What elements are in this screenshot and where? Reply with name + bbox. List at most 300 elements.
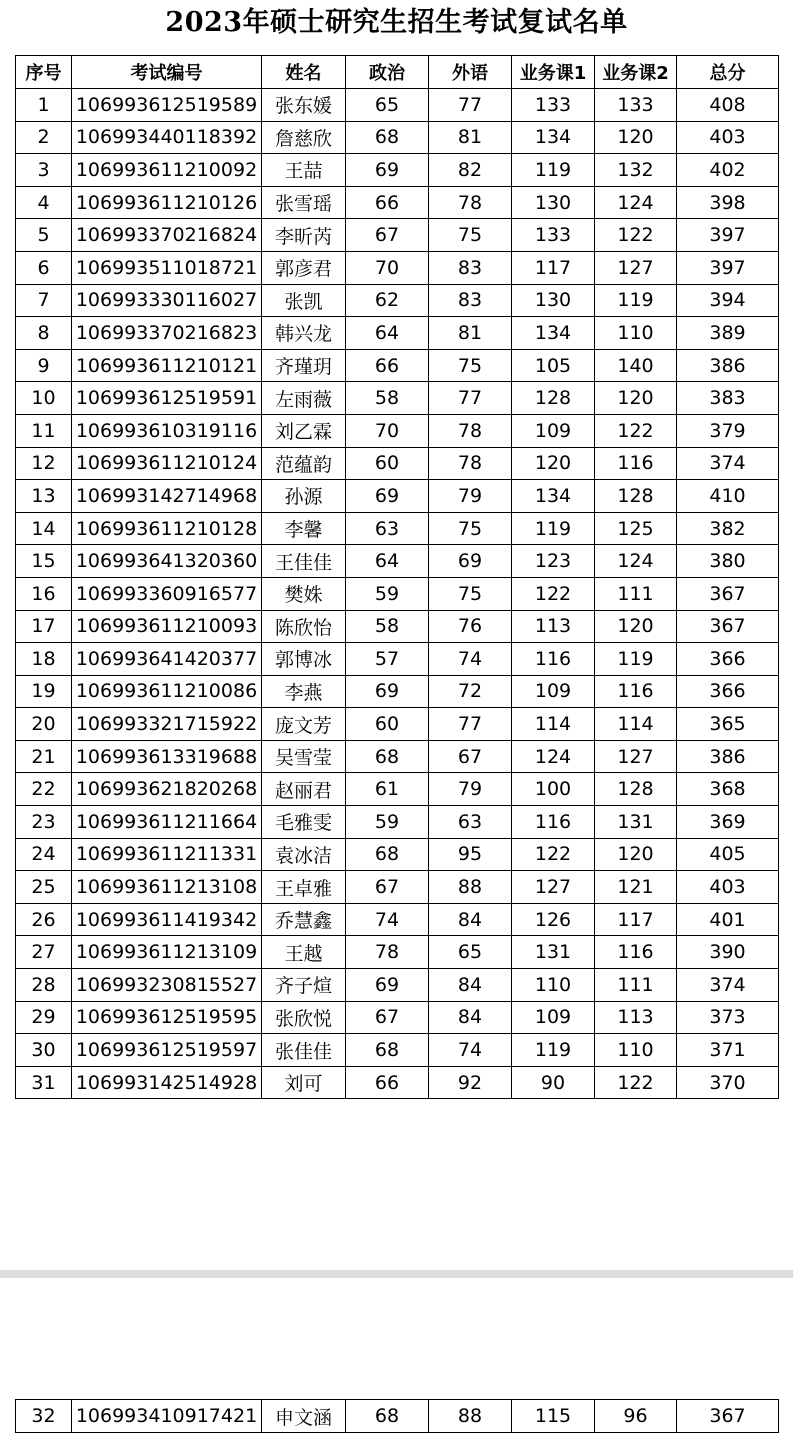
cell-foreign-language: 82 xyxy=(429,154,512,187)
cell-name: 毛雅雯 xyxy=(262,806,346,839)
cell-exam-number: 106993611213108 xyxy=(72,871,262,904)
cell-index: 19 xyxy=(16,675,72,708)
cell-index: 14 xyxy=(16,512,72,545)
cell-politics: 67 xyxy=(346,219,429,252)
cell-subject-1: 122 xyxy=(512,577,595,610)
cell-subject-2: 119 xyxy=(595,284,677,317)
cell-exam-number: 106993611210086 xyxy=(72,675,262,708)
cell-politics: 61 xyxy=(346,773,429,806)
cell-name: 左雨薇 xyxy=(262,382,346,415)
table-row xyxy=(16,806,779,839)
cell-exam-number: 106993612519591 xyxy=(72,382,262,415)
cell-politics: 66 xyxy=(346,186,429,219)
cell-foreign-language: 81 xyxy=(429,121,512,154)
cell-foreign-language: 79 xyxy=(429,480,512,513)
cell-total: 408 xyxy=(677,89,779,122)
cell-name: 张凯 xyxy=(262,284,346,317)
cell-name: 范蕴韵 xyxy=(262,447,346,480)
admission-list-table xyxy=(15,55,779,1099)
cell-total: 382 xyxy=(677,512,779,545)
cell-foreign-language: 81 xyxy=(429,317,512,350)
cell-index: 4 xyxy=(16,186,72,219)
cell-subject-1: 123 xyxy=(512,545,595,578)
cell-subject-2: 124 xyxy=(595,186,677,219)
table-row xyxy=(16,838,779,871)
table-row xyxy=(16,186,779,219)
cell-total: 373 xyxy=(677,1001,779,1034)
cell-subject-1: 120 xyxy=(512,447,595,480)
table-row xyxy=(16,1034,779,1067)
cell-exam-number: 106993410917421 xyxy=(72,1400,262,1433)
cell-exam-number: 106993641320360 xyxy=(72,545,262,578)
cell-subject-2: 117 xyxy=(595,903,677,936)
cell-exam-number: 106993611210093 xyxy=(72,610,262,643)
cell-subject-2: 125 xyxy=(595,512,677,545)
cell-foreign-language: 95 xyxy=(429,838,512,871)
cell-subject-1: 122 xyxy=(512,838,595,871)
cell-index: 15 xyxy=(16,545,72,578)
cell-subject-2: 140 xyxy=(595,349,677,382)
cell-subject-1: 117 xyxy=(512,251,595,284)
cell-index: 13 xyxy=(16,480,72,513)
cell-subject-1: 109 xyxy=(512,414,595,447)
cell-subject-2: 124 xyxy=(595,545,677,578)
cell-total: 402 xyxy=(677,154,779,187)
cell-foreign-language: 75 xyxy=(429,512,512,545)
cell-name: 赵丽君 xyxy=(262,773,346,806)
cell-exam-number: 106993611419342 xyxy=(72,903,262,936)
cell-exam-number: 106993611210092 xyxy=(72,154,262,187)
cell-foreign-language: 84 xyxy=(429,969,512,1002)
admission-list-continued-table xyxy=(15,1399,779,1433)
table-row xyxy=(16,708,779,741)
cell-index: 11 xyxy=(16,414,72,447)
cell-name: 刘可 xyxy=(262,1066,346,1099)
table-row xyxy=(16,1001,779,1034)
cell-foreign-language: 84 xyxy=(429,903,512,936)
cell-name: 李馨 xyxy=(262,512,346,545)
table-row xyxy=(16,414,779,447)
table-row xyxy=(16,382,779,415)
cell-total: 397 xyxy=(677,219,779,252)
cell-subject-1: 109 xyxy=(512,1001,595,1034)
cell-name: 郭博冰 xyxy=(262,643,346,676)
cell-total: 410 xyxy=(677,480,779,513)
cell-foreign-language: 77 xyxy=(429,89,512,122)
cell-subject-1: 114 xyxy=(512,708,595,741)
cell-total: 374 xyxy=(677,447,779,480)
cell-foreign-language: 75 xyxy=(429,349,512,382)
cell-name: 孙源 xyxy=(262,480,346,513)
cell-foreign-language: 67 xyxy=(429,740,512,773)
cell-foreign-language: 84 xyxy=(429,1001,512,1034)
cell-subject-2: 122 xyxy=(595,219,677,252)
table-row xyxy=(16,317,779,350)
header-subject-2: 业务课2 xyxy=(595,56,677,89)
cell-politics: 67 xyxy=(346,1001,429,1034)
cell-index: 9 xyxy=(16,349,72,382)
cell-index: 29 xyxy=(16,1001,72,1034)
cell-exam-number: 106993370216824 xyxy=(72,219,262,252)
cell-subject-1: 126 xyxy=(512,903,595,936)
cell-subject-1: 133 xyxy=(512,89,595,122)
header-subject-1: 业务课1 xyxy=(512,56,595,89)
table-row xyxy=(16,675,779,708)
cell-subject-1: 113 xyxy=(512,610,595,643)
cell-exam-number: 106993621820268 xyxy=(72,773,262,806)
cell-total: 370 xyxy=(677,1066,779,1099)
cell-name: 齐瑾玥 xyxy=(262,349,346,382)
cell-total: 401 xyxy=(677,903,779,936)
cell-politics: 69 xyxy=(346,969,429,1002)
cell-total: 394 xyxy=(677,284,779,317)
table-row xyxy=(16,447,779,480)
table-body-continued xyxy=(16,1400,779,1433)
cell-subject-2: 128 xyxy=(595,773,677,806)
cell-exam-number: 106993613319688 xyxy=(72,740,262,773)
cell-exam-number: 106993611211664 xyxy=(72,806,262,839)
cell-subject-1: 90 xyxy=(512,1066,595,1099)
cell-subject-1: 119 xyxy=(512,1034,595,1067)
cell-subject-2: 116 xyxy=(595,447,677,480)
cell-name: 申文涵 xyxy=(262,1400,346,1433)
cell-foreign-language: 77 xyxy=(429,382,512,415)
table-row xyxy=(16,154,779,187)
header-index: 序号 xyxy=(16,56,72,89)
cell-subject-1: 119 xyxy=(512,512,595,545)
cell-exam-number: 106993612519595 xyxy=(72,1001,262,1034)
cell-subject-2: 127 xyxy=(595,740,677,773)
cell-subject-2: 122 xyxy=(595,1066,677,1099)
cell-name: 张佳佳 xyxy=(262,1034,346,1067)
cell-politics: 68 xyxy=(346,740,429,773)
cell-subject-1: 134 xyxy=(512,121,595,154)
cell-exam-number: 106993611210121 xyxy=(72,349,262,382)
cell-foreign-language: 88 xyxy=(429,1400,512,1433)
cell-foreign-language: 83 xyxy=(429,251,512,284)
cell-subject-1: 134 xyxy=(512,317,595,350)
cell-politics: 58 xyxy=(346,610,429,643)
cell-subject-2: 110 xyxy=(595,317,677,350)
cell-index: 20 xyxy=(16,708,72,741)
cell-total: 365 xyxy=(677,708,779,741)
cell-exam-number: 106993612519589 xyxy=(72,89,262,122)
cell-name: 郭彦君 xyxy=(262,251,346,284)
cell-exam-number: 106993142514928 xyxy=(72,1066,262,1099)
cell-subject-1: 124 xyxy=(512,740,595,773)
cell-name: 王佳佳 xyxy=(262,545,346,578)
cell-index: 1 xyxy=(16,89,72,122)
cell-subject-2: 120 xyxy=(595,610,677,643)
cell-name: 张雪瑶 xyxy=(262,186,346,219)
cell-name: 庞文芳 xyxy=(262,708,346,741)
cell-total: 367 xyxy=(677,577,779,610)
cell-total: 368 xyxy=(677,773,779,806)
cell-index: 16 xyxy=(16,577,72,610)
cell-politics: 63 xyxy=(346,512,429,545)
cell-total: 366 xyxy=(677,675,779,708)
cell-total: 403 xyxy=(677,871,779,904)
cell-subject-2: 127 xyxy=(595,251,677,284)
cell-politics: 68 xyxy=(346,1400,429,1433)
cell-foreign-language: 65 xyxy=(429,936,512,969)
header-exam-number: 考试编号 xyxy=(72,56,262,89)
cell-name: 李昕芮 xyxy=(262,219,346,252)
cell-index: 2 xyxy=(16,121,72,154)
cell-total: 403 xyxy=(677,121,779,154)
cell-foreign-language: 75 xyxy=(429,219,512,252)
cell-subject-1: 119 xyxy=(512,154,595,187)
cell-name: 王越 xyxy=(262,936,346,969)
cell-politics: 65 xyxy=(346,89,429,122)
cell-subject-1: 131 xyxy=(512,936,595,969)
cell-politics: 68 xyxy=(346,121,429,154)
cell-foreign-language: 69 xyxy=(429,545,512,578)
cell-politics: 68 xyxy=(346,1034,429,1067)
cell-exam-number: 106993611213109 xyxy=(72,936,262,969)
cell-name: 王喆 xyxy=(262,154,346,187)
cell-index: 5 xyxy=(16,219,72,252)
cell-name: 袁冰洁 xyxy=(262,838,346,871)
cell-subject-1: 133 xyxy=(512,219,595,252)
cell-politics: 78 xyxy=(346,936,429,969)
cell-name: 樊姝 xyxy=(262,577,346,610)
cell-subject-1: 134 xyxy=(512,480,595,513)
cell-total: 386 xyxy=(677,740,779,773)
table-row xyxy=(16,89,779,122)
cell-politics: 68 xyxy=(346,838,429,871)
table-row xyxy=(16,480,779,513)
cell-subject-2: 110 xyxy=(595,1034,677,1067)
table-row xyxy=(16,903,779,936)
cell-exam-number: 106993142714968 xyxy=(72,480,262,513)
cell-politics: 60 xyxy=(346,447,429,480)
cell-index: 25 xyxy=(16,871,72,904)
cell-total: 380 xyxy=(677,545,779,578)
cell-total: 367 xyxy=(677,610,779,643)
cell-foreign-language: 83 xyxy=(429,284,512,317)
cell-politics: 58 xyxy=(346,382,429,415)
cell-subject-2: 119 xyxy=(595,643,677,676)
cell-subject-1: 105 xyxy=(512,349,595,382)
cell-index: 28 xyxy=(16,969,72,1002)
cell-index: 23 xyxy=(16,806,72,839)
cell-index: 31 xyxy=(16,1066,72,1099)
cell-foreign-language: 63 xyxy=(429,806,512,839)
cell-total: 371 xyxy=(677,1034,779,1067)
cell-total: 386 xyxy=(677,349,779,382)
cell-index: 21 xyxy=(16,740,72,773)
cell-subject-1: 130 xyxy=(512,284,595,317)
cell-foreign-language: 88 xyxy=(429,871,512,904)
cell-politics: 74 xyxy=(346,903,429,936)
cell-exam-number: 106993611210128 xyxy=(72,512,262,545)
cell-name: 詹慈欣 xyxy=(262,121,346,154)
cell-politics: 69 xyxy=(346,154,429,187)
cell-name: 乔慧鑫 xyxy=(262,903,346,936)
cell-total: 398 xyxy=(677,186,779,219)
cell-subject-2: 96 xyxy=(595,1400,677,1433)
cell-name: 齐子煊 xyxy=(262,969,346,1002)
header-name: 姓名 xyxy=(262,56,346,89)
cell-exam-number: 106993330116027 xyxy=(72,284,262,317)
cell-index: 10 xyxy=(16,382,72,415)
table-row xyxy=(16,871,779,904)
table-row xyxy=(16,349,779,382)
cell-name: 张欣悦 xyxy=(262,1001,346,1034)
cell-total: 389 xyxy=(677,317,779,350)
cell-foreign-language: 77 xyxy=(429,708,512,741)
cell-subject-2: 120 xyxy=(595,382,677,415)
cell-politics: 59 xyxy=(346,577,429,610)
cell-politics: 67 xyxy=(346,871,429,904)
cell-name: 刘乙霖 xyxy=(262,414,346,447)
cell-index: 12 xyxy=(16,447,72,480)
cell-politics: 62 xyxy=(346,284,429,317)
page-divider xyxy=(0,1270,793,1278)
cell-foreign-language: 78 xyxy=(429,447,512,480)
cell-total: 405 xyxy=(677,838,779,871)
cell-total: 366 xyxy=(677,643,779,676)
table-row xyxy=(16,251,779,284)
cell-politics: 66 xyxy=(346,1066,429,1099)
table-body xyxy=(16,89,779,1099)
cell-total: 390 xyxy=(677,936,779,969)
cell-subject-1: 116 xyxy=(512,806,595,839)
cell-name: 韩兴龙 xyxy=(262,317,346,350)
cell-index: 8 xyxy=(16,317,72,350)
cell-subject-2: 132 xyxy=(595,154,677,187)
cell-subject-1: 109 xyxy=(512,675,595,708)
cell-foreign-language: 78 xyxy=(429,186,512,219)
cell-subject-1: 130 xyxy=(512,186,595,219)
cell-subject-1: 100 xyxy=(512,773,595,806)
cell-subject-2: 111 xyxy=(595,577,677,610)
cell-index: 3 xyxy=(16,154,72,187)
cell-subject-2: 120 xyxy=(595,121,677,154)
table-row xyxy=(16,643,779,676)
cell-subject-1: 127 xyxy=(512,871,595,904)
cell-politics: 66 xyxy=(346,349,429,382)
cell-exam-number: 106993230815527 xyxy=(72,969,262,1002)
table-row xyxy=(16,1400,779,1433)
cell-name: 李燕 xyxy=(262,675,346,708)
cell-exam-number: 106993641420377 xyxy=(72,643,262,676)
cell-exam-number: 106993321715922 xyxy=(72,708,262,741)
cell-name: 吴雪莹 xyxy=(262,740,346,773)
cell-total: 374 xyxy=(677,969,779,1002)
cell-subject-2: 128 xyxy=(595,480,677,513)
cell-subject-2: 120 xyxy=(595,838,677,871)
cell-politics: 69 xyxy=(346,480,429,513)
cell-politics: 59 xyxy=(346,806,429,839)
cell-subject-2: 116 xyxy=(595,675,677,708)
header-foreign-language: 外语 xyxy=(429,56,512,89)
table-row xyxy=(16,512,779,545)
cell-subject-1: 128 xyxy=(512,382,595,415)
cell-index: 7 xyxy=(16,284,72,317)
cell-politics: 70 xyxy=(346,251,429,284)
cell-index: 18 xyxy=(16,643,72,676)
cell-subject-2: 114 xyxy=(595,708,677,741)
cell-subject-2: 122 xyxy=(595,414,677,447)
table-row xyxy=(16,545,779,578)
table-row xyxy=(16,284,779,317)
table-row xyxy=(16,121,779,154)
cell-subject-2: 113 xyxy=(595,1001,677,1034)
cell-exam-number: 106993370216823 xyxy=(72,317,262,350)
cell-total: 383 xyxy=(677,382,779,415)
cell-foreign-language: 72 xyxy=(429,675,512,708)
cell-foreign-language: 78 xyxy=(429,414,512,447)
table-row xyxy=(16,936,779,969)
cell-index: 30 xyxy=(16,1034,72,1067)
cell-total: 397 xyxy=(677,251,779,284)
cell-exam-number: 106993610319116 xyxy=(72,414,262,447)
cell-total: 367 xyxy=(677,1400,779,1433)
cell-total: 379 xyxy=(677,414,779,447)
cell-index: 26 xyxy=(16,903,72,936)
cell-index: 22 xyxy=(16,773,72,806)
cell-exam-number: 106993612519597 xyxy=(72,1034,262,1067)
page-title: 2023年硕士研究生招生考试复试名单 xyxy=(165,7,628,38)
cell-subject-1: 110 xyxy=(512,969,595,1002)
table-row xyxy=(16,219,779,252)
cell-subject-2: 133 xyxy=(595,89,677,122)
table-row xyxy=(16,740,779,773)
cell-exam-number: 106993611210124 xyxy=(72,447,262,480)
cell-politics: 64 xyxy=(346,545,429,578)
cell-subject-2: 111 xyxy=(595,969,677,1002)
cell-name: 王卓雅 xyxy=(262,871,346,904)
cell-subject-1: 116 xyxy=(512,643,595,676)
cell-politics: 70 xyxy=(346,414,429,447)
cell-exam-number: 106993440118392 xyxy=(72,121,262,154)
cell-politics: 64 xyxy=(346,317,429,350)
cell-index: 24 xyxy=(16,838,72,871)
cell-total: 369 xyxy=(677,806,779,839)
cell-exam-number: 106993511018721 xyxy=(72,251,262,284)
cell-index: 27 xyxy=(16,936,72,969)
header-total: 总分 xyxy=(677,56,779,89)
table-row xyxy=(16,610,779,643)
cell-foreign-language: 74 xyxy=(429,643,512,676)
table-row xyxy=(16,969,779,1002)
table-row xyxy=(16,1066,779,1099)
cell-subject-2: 121 xyxy=(595,871,677,904)
cell-exam-number: 106993611210126 xyxy=(72,186,262,219)
cell-foreign-language: 79 xyxy=(429,773,512,806)
cell-foreign-language: 92 xyxy=(429,1066,512,1099)
cell-name: 陈欣怡 xyxy=(262,610,346,643)
header-politics: 政治 xyxy=(346,56,429,89)
cell-index: 6 xyxy=(16,251,72,284)
cell-subject-1: 115 xyxy=(512,1400,595,1433)
table-header-row xyxy=(16,56,779,89)
cell-exam-number: 106993360916577 xyxy=(72,577,262,610)
table-row xyxy=(16,773,779,806)
table-row xyxy=(16,577,779,610)
cell-subject-2: 131 xyxy=(595,806,677,839)
cell-politics: 60 xyxy=(346,708,429,741)
cell-politics: 69 xyxy=(346,675,429,708)
cell-exam-number: 106993611211331 xyxy=(72,838,262,871)
cell-index: 32 xyxy=(16,1400,72,1433)
cell-politics: 57 xyxy=(346,643,429,676)
cell-subject-2: 116 xyxy=(595,936,677,969)
cell-foreign-language: 76 xyxy=(429,610,512,643)
cell-foreign-language: 74 xyxy=(429,1034,512,1067)
